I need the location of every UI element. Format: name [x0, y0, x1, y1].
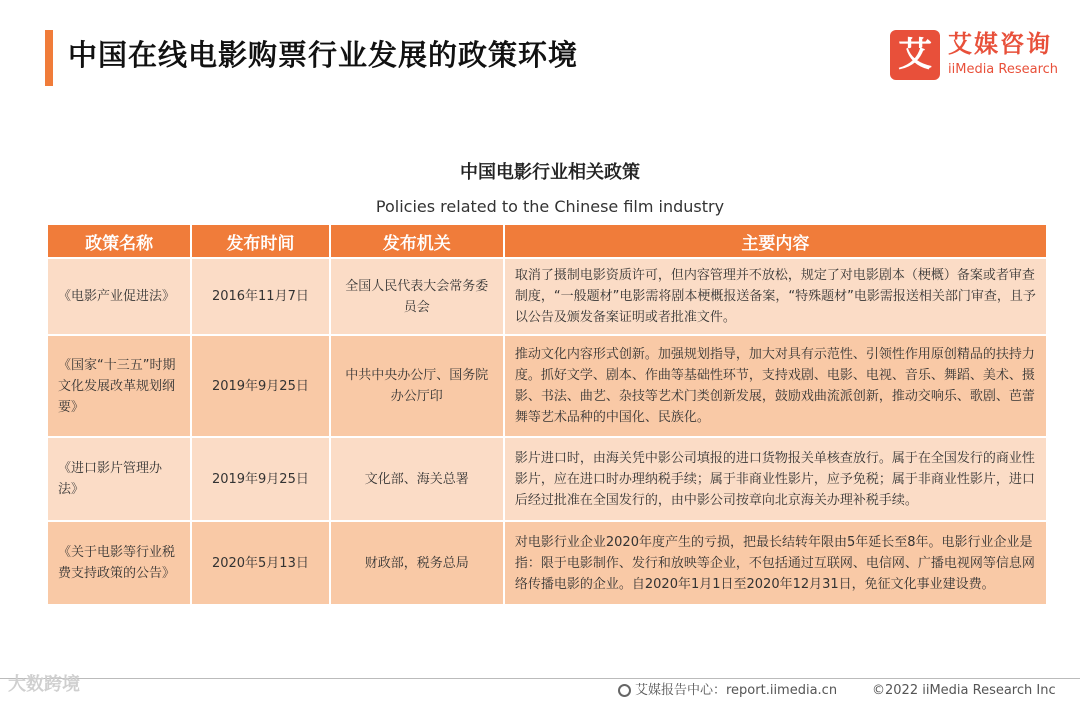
- page-title: 中国在线电影购票行业发展的政策环境: [68, 38, 579, 72]
- policy-date: 2016年11月7日: [192, 259, 328, 334]
- column-header-org: 发布机关: [331, 225, 503, 257]
- footer-report-center: [618, 682, 837, 700]
- title-accent-bar: [45, 30, 53, 86]
- policy-org: 中共中央办公厅、国务院办公厅印: [331, 336, 503, 436]
- policy-name: 《国家“十三五”时期文化发展改革规划纲要》: [48, 336, 190, 436]
- logo-mark-icon: 艾: [890, 30, 940, 80]
- policy-name: 《电影产业促进法》: [48, 259, 190, 334]
- table-title-en: Policies related to the Chinese film industry: [375, 197, 725, 216]
- policy-date: 2019年9月25日: [192, 336, 328, 436]
- footer-divider: [0, 678, 1080, 679]
- policy-date: 2019年9月25日: [192, 438, 328, 520]
- policy-name: 《关于电影等行业税费支持政策的公告》: [48, 522, 190, 604]
- policy-name: 《进口影片管理办法》: [48, 438, 190, 520]
- logo-cn-text: 艾媒咨询: [948, 30, 1052, 58]
- column-header-content: 主要内容: [505, 225, 1046, 257]
- policy-org: 财政部，税务总局: [331, 522, 503, 604]
- policy-table: [46, 223, 1048, 606]
- table-title-cn: 中国电影行业相关政策: [460, 162, 640, 183]
- watermark: 大数跨境: [8, 674, 80, 695]
- policy-content: 取消了摄制电影资质许可，但内容管理并不放松，规定了对电影剧本（梗概）备案或者审查制度，“一般题材”电影需将剧本梗概报送备案，“特殊题材”电影需报送相关部门审查，且予以公告及颁发备案证明或者批准文件。: [505, 259, 1046, 334]
- policy-date: 2020年5月13日: [192, 522, 328, 604]
- logo-en-text: iiMedia Research: [948, 62, 1059, 77]
- iimedia-logo: [890, 28, 1065, 84]
- policy-org: 全国人民代表大会常务委员会: [331, 259, 503, 334]
- policy-content: 影片进口时，由海关凭中影公司填报的进口货物报关单核查放行。属于在全国发行的商业性影片，应在进口时办理纳税手续；属于非商业性影片，应予免税；属于非商业性影片，进口后经过批准在全国发行的，由中影公司按章向北京海关办理补税手续。: [505, 438, 1046, 520]
- table-header-row: [48, 225, 1046, 257]
- column-header-name: 政策名称: [48, 225, 190, 257]
- table-row: [48, 438, 1046, 520]
- footer-copyright: ©2022 iiMedia Research Inc: [872, 683, 1056, 698]
- footer-report-center-text: 艾媒报告中心：report.iimedia.cn: [635, 683, 838, 698]
- table-row: [48, 336, 1046, 436]
- policy-content: 对电影行业企业2020年度产生的亏损，把最长结转年限由5年延长至8年。电影行业企业是指：限于电影制作、发行和放映等企业，不包括通过互联网、电信网、广播电视网等信息网络传播电影的企业。自2020年1月1日至2020年12月31日，免征文化事业建设费。: [505, 522, 1046, 604]
- table-row: [48, 522, 1046, 604]
- table-row: [48, 259, 1046, 334]
- policy-org: 文化部、海关总署: [331, 438, 503, 520]
- globe-icon: [618, 684, 631, 697]
- policy-content: 推动文化内容形式创新。加强规划指导，加大对具有示范性、引领性作用原创精品的扶持力度。抓好文学、剧本、作曲等基础性环节，支持戏剧、电影、电视、音乐、舞蹈、美术、摄影、书法、曲艺、杂技等艺术门类创新发展，鼓励戏曲流派创新，推动交响乐、歌剧、芭蕾舞等艺术品种的中国化、民族化。: [505, 336, 1046, 436]
- column-header-date: 发布时间: [192, 225, 328, 257]
